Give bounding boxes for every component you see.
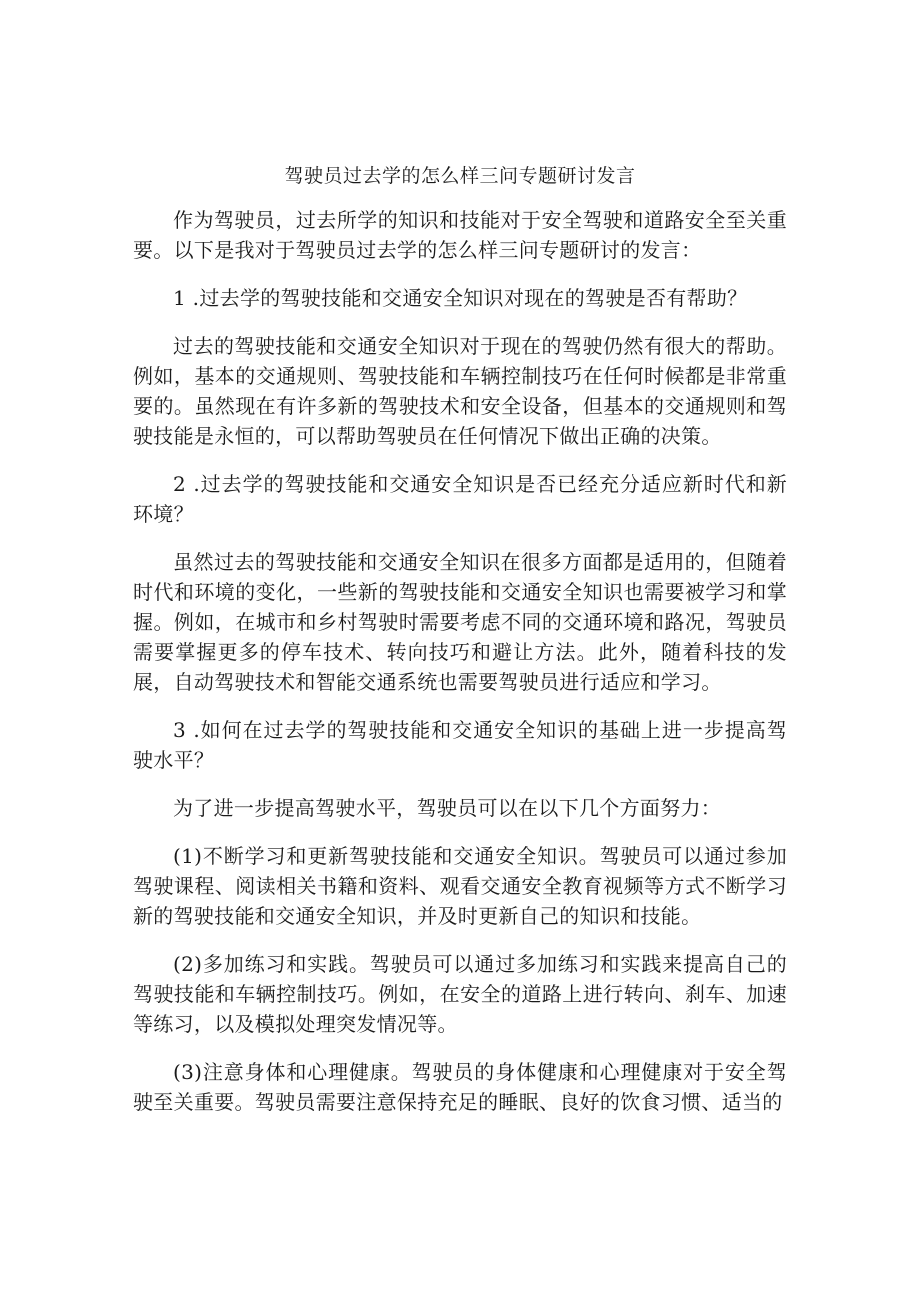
question-3-heading: 3 .如何在过去学的驾驶技能和交通安全知识的基础上进一步提高驾驶水平？ (133, 718, 787, 772)
document-title: 驾驶员过去学的怎么样三问专题研讨发言 (284, 165, 636, 187)
document-body (133, 205, 787, 1135)
question-2-heading: 2 .过去学的驾驶技能和交通安全知识是否已经充分适应新时代和新环境？ (133, 472, 787, 526)
intro-paragraph: 作为驾驶员，过去所学的知识和技能对于安全驾驶和道路安全至关重要。以下是我对于驾驶员过去学的怎么样三问专题研讨的发言： (133, 208, 787, 262)
answer-3-intro: 为了进一步提高驾驶水平，驾驶员可以在以下几个方面努力： (173, 796, 722, 820)
point-1-paragraph: (1)不断学习和更新驾驶技能和交通安全知识。驾驶员可以通过参加驾驶课程、阅读相关书籍和资料、观看交通安全教育视频等方式不断学习新的驾驶技能和交通安全知识，并及时更新自己的知识和技能。 (133, 844, 787, 928)
point-3-paragraph: (3)注意身体和心理健康。驾驶员的身体健康和心理健康对于安全驾驶至关重要。驾驶员需要注意保持充足的睡眠、良好的饮食习惯、适当的 (133, 1060, 787, 1114)
point-2-paragraph: (2)多加练习和实践。驾驶员可以通过多加练习和实践来提高自己的驾驶技能和车辆控制技巧。例如，在安全的道路上进行转向、刹车、加速等练习，以及模拟处理突发情况等。 (133, 952, 787, 1036)
answer-2-paragraph: 虽然过去的驾驶技能和交通安全知识在很多方面都是适用的，但随着时代和环境的变化，一些新的驾驶技能和交通安全知识也需要被学习和掌握。例如，在城市和乡村驾驶时需要考虑不同的交通环境和路况，驾驶员需要掌握更多的停车技术、转向技巧和避让方法。此外，随着科技的发展，自动驾驶技术和智能交通系统也需要驾驶员进行适应和学习。 (133, 550, 787, 694)
question-1-heading: 1 .过去学的驾驶技能和交通安全知识对现在的驾驶是否有帮助？ (173, 286, 748, 310)
answer-1-paragraph: 过去的驾驶技能和交通安全知识对于现在的驾驶仍然有很大的帮助。例如，基本的交通规则、驾驶技能和车辆控制技巧在任何时候都是非常重要的。虽然现在有许多新的驾驶技术和安全设备，但基本的交通规则和驾驶技能是永恒的，可以帮助驾驶员在任何情况下做出正确的决策。 (133, 334, 787, 448)
